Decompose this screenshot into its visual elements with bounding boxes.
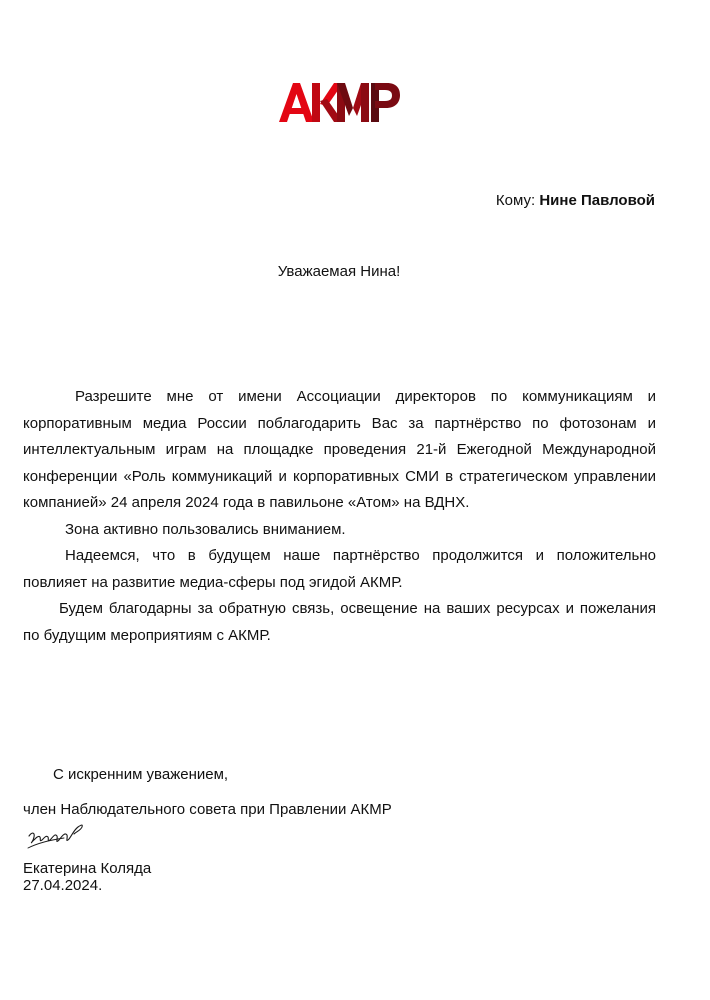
- body-paragraph: Будем благодарны за обратную связь, освещение на ваших ресурсах и пожелания по будущим мероприятиям с АКМР.: [23, 600, 656, 644]
- greeting: Уважаемая Нина!: [277, 263, 401, 280]
- signatory-position: член Наблюдательного совета при Правлении АКМР: [23, 801, 392, 818]
- addressee-line: [496, 192, 655, 209]
- body-paragraph: Разрешите мне от имени Ассоциации директоров по коммуникациям и корпоративным медиа России поблагодарить Вас за партнёрство по фотозонам и интеллектуальным играм на площадке проведения 21-й Ежегодной Международной конференции «Роль коммуникаций и корпоративных СМИ в стратегическом управлении компанией» 24 апреля 2024 года в павильоне «Атом» на ВДНХ.: [23, 388, 656, 511]
- signature-stroke: [26, 818, 88, 858]
- handwritten-signature: [26, 818, 88, 858]
- letter-body: [23, 384, 656, 649]
- closing-phrase: С искренним уважением,: [53, 766, 229, 783]
- body-paragraph: Надеемся, что в будущем наше партнёрство продолжится и положительно повлияет на развитие медиа-сферы под эгидой АКМР.: [23, 547, 656, 591]
- akmr-logo-mark: [279, 78, 401, 126]
- letter-date: 27.04.2024.: [23, 877, 103, 894]
- akmr-logo: [279, 78, 401, 126]
- logo-letter-p: [371, 83, 400, 122]
- addressee-prefix: Кому:: [495, 192, 536, 209]
- signatory-name: Екатерина Коляда: [23, 860, 152, 877]
- addressee-name: Нине Павловой: [539, 192, 655, 209]
- logo-letter-a: [279, 83, 314, 122]
- body-paragraph: Зона активно пользовались вниманием.: [65, 520, 346, 538]
- logo-letter-m: [337, 83, 369, 122]
